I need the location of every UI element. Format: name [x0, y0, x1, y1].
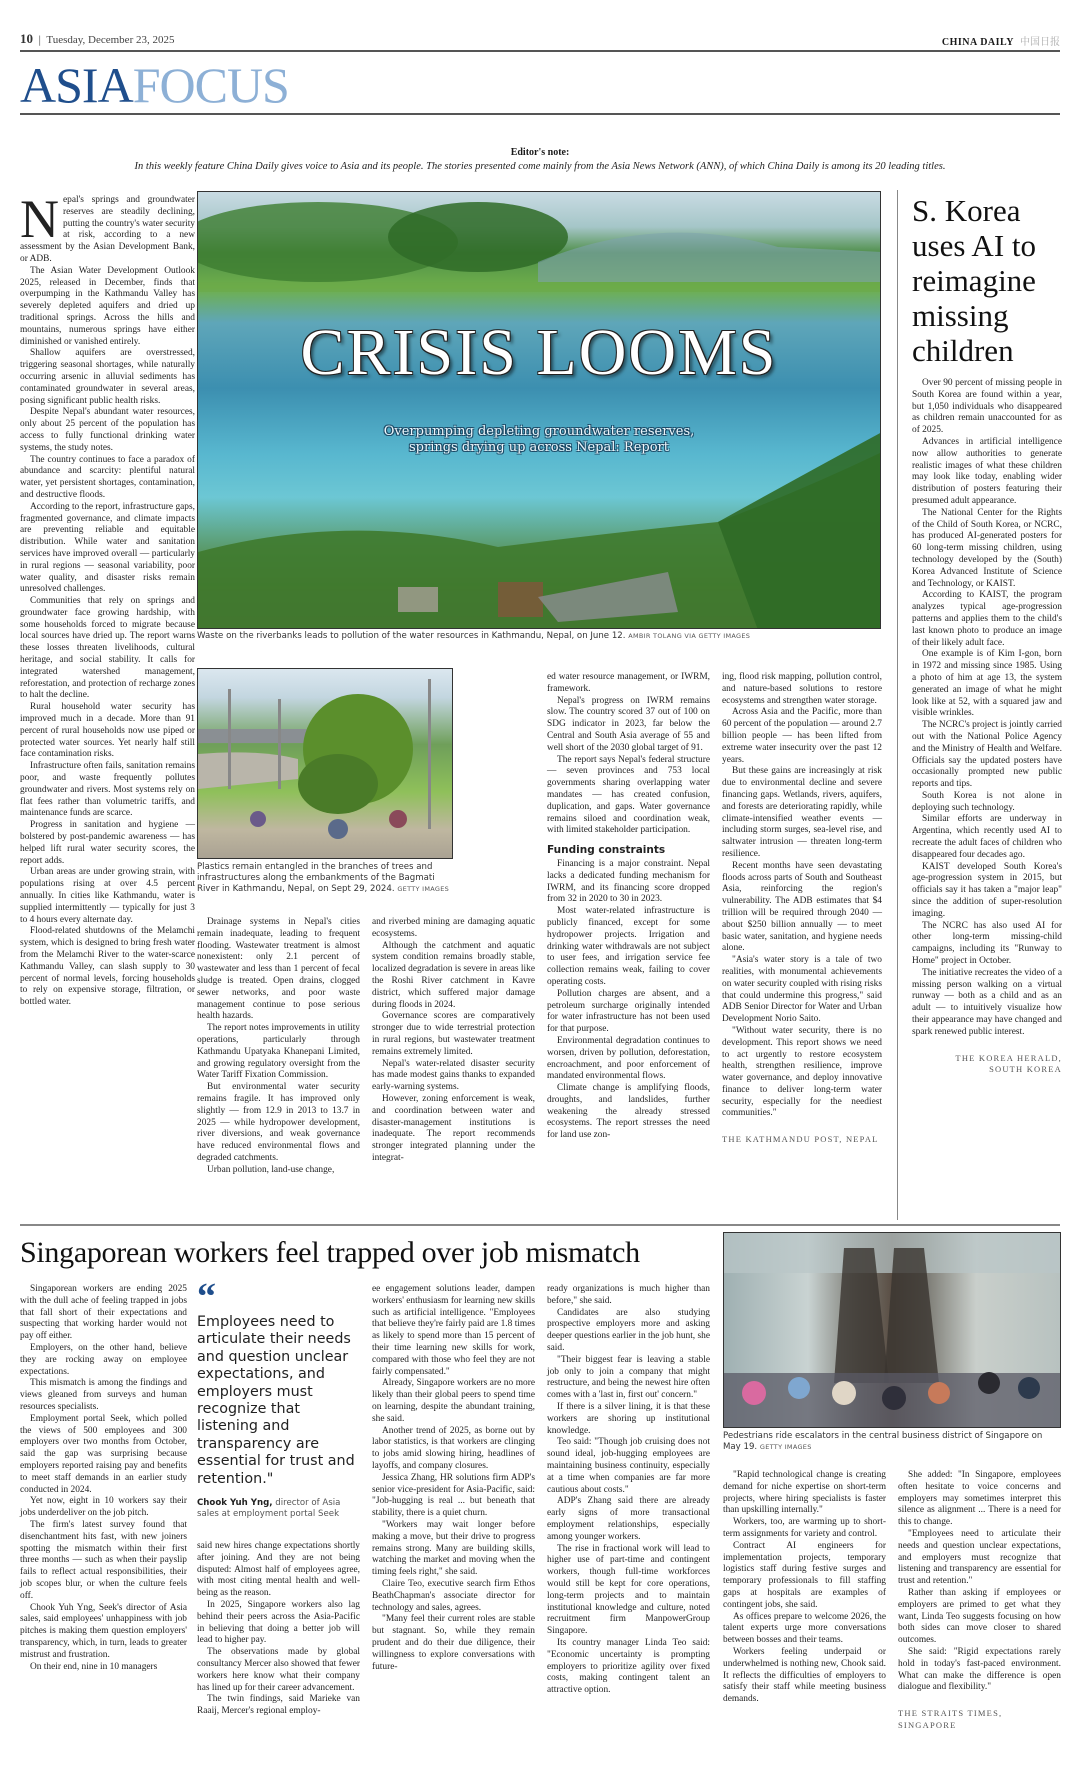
paragraph: Urban pollution, land-use change, — [207, 1164, 335, 1175]
paragraph: Shallow aquifers are overstressed, triggering seasonal shortages, while naturally occurring arsenic in alluvial sediments has contaminated groundwater in several areas, posing significant public health risks. — [20, 348, 195, 406]
paragraph: Most water-related infrastructure is publicly financed, except for some hydropower projects. Irrigation and drinking water withdrawals are not subject to user fees, and irrigation service fee collection remains weak, failing to cover operating costs. — [547, 906, 710, 987]
nepal-main-photo — [197, 191, 881, 629]
paragraph: Nepal's progress on IWRM remains slow. The country scored 37 out of 100 on SDG indicator in 2023, far below the Central and South Asia average of 55 and well short of the 2030 global target of 91. — [547, 695, 710, 753]
paragraph: Nepal's water-related disaster security has made modest gains thanks to expanded early-warning systems. — [372, 1058, 535, 1093]
singapore-column-2 — [197, 1541, 360, 1718]
photo-credit: AMBIR TOLANG VIA GETTY IMAGES — [628, 632, 751, 640]
paragraph: Its country manager Linda Teo said: "Economic uncertainty is prompting employers to prioritize agility over fixed costs, making contingent talent an attractive option. — [547, 1637, 710, 1696]
paragraph: But environmental water security remains fragile. It has improved only slightly — from 12.9 in 2013 to 13.7 in 2025 — while hydropower development, river diversions, and weak governance have reduced environmental flows and degraded catchments. — [197, 1082, 360, 1163]
funding-subhead: Funding constraints — [547, 844, 666, 857]
paragraph: Rather than asking if employees or employers are primed to get what they want, Linda Teo suggests focusing on how both sides can move closer to shared outcomes. — [898, 1587, 1061, 1646]
paragraph: Chook Yuh Yng, Seek's director of Asia sales, said employees' unhappiness with job pitches is making them question employers' transparency, which, in turn, leads to greater mistrust and frustration. — [20, 1602, 187, 1660]
singapore-column-1 — [20, 1284, 187, 1673]
paragraph: Flood-related shutdowns of the Melamchi system, which is designed to bring fresh water from the Melamchi River to the water-scarce Kathmandu Valley, can slash supply to 30 percent of normal levels, forcing households to rely on expensive storage, filtration, or bottled water. — [20, 926, 195, 1008]
paragraph: Workers, too, are warming up to short-term assignments for variety and control. — [723, 1517, 886, 1539]
escalator-crowd-illustration — [724, 1233, 1061, 1428]
paragraph: and riverbed mining are damaging aquatic ecosystems. — [372, 917, 535, 939]
masthead-rule — [20, 113, 1060, 115]
paragraph: She said: "Rigid expectations rarely hold in today's fast-paced environment. What can make the difference is open dialogue and flexibility." — [898, 1646, 1061, 1693]
paragraph: ed water resource management, or IWRM, framework. — [547, 672, 710, 694]
editors-note — [20, 147, 1060, 172]
nepal-column-5 — [722, 672, 882, 1146]
river-scene-illustration — [198, 192, 881, 629]
paragraph: Another trend of 2025, as borne out by labor statistics, is that workers are clinging to jobs amid slowing hiring, headlines of layoffs, and company closures. — [372, 1425, 535, 1471]
column-divider — [897, 190, 898, 1220]
page-info — [20, 31, 174, 47]
nepal-column-2 — [197, 917, 360, 1177]
singapore-headline: Singaporean workers feel trapped over job mismatch — [20, 1236, 640, 1269]
paragraph: On their end, nine in 10 managers — [30, 1661, 158, 1672]
paragraph: According to the report, infrastructure gaps, fragmented governance, and climate impacts are preventing reliable and equitable distribution. While water and sanitation services have improved overall — particularly in rural regions — seasonal variability, poor water quality, and disaster risks remain unresolved challenges. — [20, 501, 195, 595]
riverbank-illustration — [198, 669, 453, 859]
nepal-source: THE KATHMANDU POST, NEPAL — [722, 1134, 879, 1145]
paragraph: As offices prepare to welcome 2026, the talent experts urge more conversations between bosses and their teams. — [723, 1611, 886, 1646]
header-rule — [20, 50, 1060, 52]
drop-cap: N — [20, 189, 59, 249]
paragraph: Employers, on the other hand, believe they are rocking away on employee expectations. — [20, 1342, 187, 1377]
paragraph: said new hires change expectations shortly after joining. And they are not being disputed: Almost half of employees agree, with most citing mental health and well-being as the reason. — [197, 1541, 360, 1599]
paragraph: "Rapid technological change is creating demand for niche expertise on short-term projects, where hiring specialists is faster than upskilling internally." — [723, 1470, 886, 1516]
nepal-bagmati-photo — [197, 668, 453, 859]
paragraph: Communities that rely on springs and groundwater face growing hardship, with some households forced to migrate because local sources have dried up. The report warns these losses threaten livelihoods, cultural heritage, and social stability. It calls for integrated watershed management, reforestation, and protection of recharge zones to halt the decline. — [20, 596, 195, 701]
paragraph: Drainage systems in Nepal's cities remain inadequate, leading to frequent flooding. Wastewater treatment is almost nonexistent: only 2.1 percent of wastewater and less than 1 percent of fecal sludge is treated. Open drains, clogged sewer networks, and poor waste management continue to pose serious health hazards. — [197, 917, 360, 1022]
paragraph: "Their biggest fear is leaving a stable job only to join a company that might restructure, and being the newest hire often comes with a 'last in, first out' concern." — [547, 1354, 710, 1401]
photo-credit: GETTY IMAGES — [397, 885, 450, 893]
paragraph: Already, Singapore workers are no more likely than their global peers to spend time on learning, despite the abundant training, she said. — [372, 1378, 535, 1424]
skorea-headline: S. Korea uses AI to reimagine missing children — [912, 193, 1036, 368]
paragraph: The firm's latest survey found that disenchantment hits fast, with new joiners spotting the mismatch within their first three months — such as when their payslip fails to reflect actual responsibilities, their job scopes blur, or when the culture feels off. — [20, 1519, 187, 1601]
paragraph: KAIST developed South Korea's age-progression system in 2015, but officials say it has taken a "major leap" since the addition of super-resolution imaging. — [912, 861, 1062, 919]
paragraph: Financing is a major constraint. Nepal lacks a dedicated funding mechanism for IWRM, and its financing score dropped from 32 in 2020 to 30 in 2023. — [547, 858, 710, 905]
paragraph: The NCRC's project is jointly carried out with the National Police Agency and the Ministry of Health and Welfare. Officials say the updated posters have occasionally prompted new public reports and tips. — [912, 720, 1062, 790]
paragraph: "Many feel their current roles are stable but stagnant. So, while they remain prudent and do their due diligence, their willingness to explore conversations with future- — [372, 1614, 535, 1672]
pull-quote — [197, 1276, 357, 1519]
paragraph: Candidates are also studying prospective employers more and asking deeper questions earlier in the job hunt, she said. — [547, 1307, 710, 1353]
paragraph: The National Center for the Rights of the Child of South Korea, or NCRC, has produced AI-generated posters for 60 long-term missing children, using technology developed by the (South) Korea Advanced Institute of Science and Technology, or KAIST. — [912, 507, 1062, 589]
paragraph: The observations made by global consultancy Mercer also showed that fewer workers here know what their company has lined up for their career advancement. — [197, 1647, 360, 1693]
paragraph: ee engagement solutions leader, dampen workers' enthusiasm for learning new skills such as artificial intelligence. "Employees that believe they're fairly paid are 1.8 times as likely to spend more than 15 percent of their time learning new skills for work, compared with those who feel they are not fairly compensated." — [372, 1284, 535, 1377]
paragraph: ready organizations is much higher than before," she said. — [547, 1284, 710, 1306]
paragraph: Rural household water security has improved much in a decade. More than 91 percent of rural households now use piped or protected water sources. Yet nearly half still face contamination risks. — [20, 702, 195, 760]
singapore-column-3 — [372, 1284, 535, 1673]
section-masthead — [20, 57, 289, 113]
paragraph: Despite Nepal's abundant water resources, only about 25 percent of the population has access to fully functional drinking water systems, the study notes. — [20, 407, 195, 453]
masthead-asia: ASIA — [20, 57, 133, 113]
masthead-focus: FOCUS — [132, 57, 289, 113]
paragraph: Across Asia and the Pacific, more than 60 percent of the population — around 2.7 billion people — has been lifted from extreme water insecurity over the past 12 years. — [722, 707, 882, 765]
paragraph: Progress in sanitation and hygiene — bolstered by post-pandemic awareness — has helped lift rural water security scores, the report adds. — [20, 820, 195, 866]
paragraph: The rise in fractional work will lead to higher use of part-time and contingent workers, though full-time workforces would still be kept for core operations, long-term projects and to maintain institutional knowledge and culture, noted recruitment firm ManpowerGroup Singapore. — [547, 1543, 710, 1637]
singapore-photo-caption: Pedestrians ride escalators in the central business district of Singapore on May 19. GETTY IMAGES — [723, 1431, 1043, 1452]
nepal-lead-paragraph: Nepal's springs and groundwater reserves are steadily declining, putting the country's water security at risk, according to a new assessment by the Asian Development Bank, or ADB. — [20, 189, 195, 264]
brand-name-chinese: 中国日报 — [1020, 36, 1060, 48]
pull-quote-text: Employees need to articulate their needs and question unclear expectations, and employers must recognize that listening and transparency are essential for trust and retention." — [197, 1314, 355, 1487]
brand-name: CHINA DAILY — [941, 36, 1014, 48]
paragraph: Environmental degradation continues to worsen, driven by pollution, deforestation, encroachment, and poor enforcement of mandated environmental flows. — [547, 1035, 710, 1082]
paragraph: Workers feeling underpaid or underwhelmed is nothing new, Chook said. It reflects the difficulties of employers to satisfy their staff while meeting business demands. — [723, 1646, 886, 1705]
paragraph: Although the catchment and aquatic system condition remains broadly stable, localized degradation is severe in areas like the Roshi River catchment in Kavre district, which suffered major damage during floods in 2024. — [372, 940, 535, 1010]
paragraph: Governance scores are comparatively stronger due to wide terrestrial protection in rural regions, but wastewater treatment remains extremely limited. — [372, 1011, 535, 1057]
paragraph: In 2025, Singapore workers also lag behind their peers across the Asia-Pacific in believing that doing a better job will lead to higher pay. — [197, 1599, 360, 1646]
issue-date: Tuesday, December 23, 2025 — [46, 34, 175, 46]
nepal-photo1-caption: Waste on the riverbanks leads to pollution of the water resources in Kathmandu, Nepal, on June 12. AMBIR TOLANG VIA GETTY IMAGES — [197, 631, 751, 641]
singapore-column-6 — [898, 1470, 1061, 1732]
page-number: 10 — [20, 31, 33, 46]
paragraph: Claire Teo, executive search firm Ethos BeathChapman's associate director for technology and sales, agrees. — [372, 1578, 535, 1613]
paragraph: Employment portal Seek, which polled the views of 500 employees and 300 employers over two months from October, said the gap was surprising because employers reported raising pay and benefits to meet staff demands in an earlier study conducted in 2024. — [20, 1413, 187, 1495]
nepal-column-4 — [547, 672, 710, 1142]
paragraph: The NCRC has also used AI for other long-term missing-child campaigns, including its "Runway to Home" project in October. — [912, 920, 1062, 967]
singapore-column-5 — [723, 1470, 886, 1706]
skorea-source: THE KOREA HERALD, SOUTH KOREA — [955, 1052, 1062, 1075]
paragraph: The twin findings, said Marieke van Raaij, Mercer's regional employ- — [197, 1694, 360, 1717]
paragraph: However, zoning enforcement is weak, and coordination between water and disaster-management institutions is inadequate. The report recommends stronger integrated planning under the integrat- — [372, 1093, 535, 1163]
nepal-column-1 — [20, 189, 195, 1009]
editors-note-text: In this weekly feature China Daily gives voice to Asia and its people. The stories presented come mainly from the Asia News Network (ANN), of which China Daily is among its 20 leading titles. — [134, 161, 946, 172]
paragraph: Jessica Zhang, HR solutions firm ADP's senior vice-president for Asia-Pacific, said: "Job-hugging is real ... but beneath that stability, there is a quiet churn. — [372, 1472, 535, 1519]
paragraph: Infrastructure often fails, sanitation remains poor, and waste frequently pollutes groundwater and rivers. Most systems rely on flat fees rather than volumetric tariffs, and maintenance funds are scarce. — [20, 761, 195, 819]
paragraph: Teo said: "Though job cruising does not sound ideal, job-hugging employees are maintaining business continuity, especially at a time when companies are far more cautious about costs." — [547, 1437, 710, 1495]
nepal-photo2-caption: Plastics remain entangled in the branches of trees and infrastructures along the embankments of the Bagmati River in Kathmandu, Nepal, on Sept 29, 2024. GETTY IMAGES — [197, 862, 450, 894]
paragraph: "Employees need to articulate their needs and question unclear expectations, and employers must recognize that listening and transparency are essential for trust and retention." — [898, 1528, 1061, 1587]
paragraph: Similar efforts are underway in Argentina, which recently used AI to recreate the adult faces of children who disappeared four decades ago. — [912, 814, 1062, 860]
paragraph: Pollution charges are absent, and a petroleum surcharge originally intended for water infrastructure has not been used for that purpose. — [547, 988, 710, 1035]
nepal-subheadline: Overpumping depleting groundwater reserves, springs drying up across Nepal: Report — [383, 424, 695, 455]
nepal-column-3 — [372, 917, 535, 1165]
paragraph: If there is a silver lining, it is that these workers are shoring up institutional knowledge. — [547, 1401, 710, 1436]
paragraph: South Korea is not alone in deploying such technology. — [912, 790, 1062, 813]
paragraph: She added: "In Singapore, employees often hesitate to voice concerns and employers may sometimes interpret this silence as alignment ... There is a need for this to change. — [898, 1470, 1061, 1528]
paragraph: Over 90 percent of missing people in South Korea are found within a year, but 1,050 individuals who disappeared as children remain unaccounted for as of 2025. — [912, 378, 1062, 436]
brand-logo — [942, 30, 1060, 49]
nepal-headline: CRISIS LOOMS — [300, 316, 778, 389]
quote-mark-icon: “ — [197, 1276, 216, 1318]
paragraph: ADP's Zhang said there are already early signs of more transactional employment relationships, especially among younger workers. — [547, 1496, 710, 1542]
paragraph: According to KAIST, the program analyzes typical age-progression patterns and applies them to the child's last known photo to produce an image of their likely adult face. — [912, 590, 1062, 648]
singapore-source: THE STRAITS TIMES, SINGAPORE — [898, 1708, 1003, 1730]
paragraph: The Asian Water Development Outlook 2025, released in December, finds that overpumping in the Kathmandu Valley has severely depleted aquifers and dried up traditional springs. Across the hills and mountains, numerous springs have either diminished or vanished entirely. — [20, 265, 195, 347]
singapore-escalator-photo — [723, 1232, 1061, 1428]
paragraph: Urban areas are under growing strain, with populations rising at over 4.5 percent annually. In cities like Kathmandu, water is supplied intermittently — typically for just 3 to 4 hours every alternate day. — [20, 867, 195, 925]
paragraph: The country continues to face a paradox of abundance and scarcity: plentiful natural water, yet persistent shortages, contamination, and destructive floods. — [20, 454, 195, 500]
page-header — [20, 28, 1060, 50]
separator: | — [38, 35, 42, 46]
photo-credit: GETTY IMAGES — [759, 1443, 812, 1451]
paragraph: Singaporean workers are ending 2025 with the dull ache of feeling trapped in jobs that fall short of their expectations and suspecting that working harder would not pay off either. — [20, 1284, 187, 1342]
singapore-column-4 — [547, 1284, 710, 1697]
paragraph: The report notes improvements in utility operations, particularly through Kathmandu Upatyaka Khanepani Limited, and growing regulatory oversight from the Water Tariff Fixation Commission. — [197, 1023, 360, 1081]
paragraph: This mismatch is among the findings and views gleaned from surveys and human resources specialists. — [20, 1378, 187, 1412]
paragraph: "Without water security, there is no development. This report shows we need to act urgently to restore ecosystem health, strengthen resilience, improve water governance, and deploy innovative finance to deliver long-term water security, especially for the neediest communities." — [722, 1025, 882, 1119]
pull-quote-attribution: Chook Yuh Yng, director of Asia sales at employment portal Seek — [197, 1498, 341, 1519]
paragraph: Contract AI engineers for implementation projects, temporary logistics staff during festive surges and temporary professionals to fill staffing gaps at hospitals are examples of contingent jobs, she said. — [723, 1540, 886, 1610]
paragraph: "Workers may wait longer before making a move, but their drive to progress remains strong. Many are building skills, watching the market and moving when the timing feels right," she said. — [372, 1519, 535, 1578]
paragraph: ing, flood risk mapping, pollution control, and nature-based solutions to restore ecosystems and strengthen water storage. — [722, 672, 882, 706]
paragraph: But these gains are increasingly at risk due to environmental decline and severe financing gaps. Wetlands, rivers, aquifers, and forests are deteriorating rapidly, while climate-intensified weather events — including storm surges, sea-level rise, and saltwater intrusion — threaten long-term resilience. — [722, 766, 882, 859]
paragraph: Advances in artificial intelligence now allow authorities to generate realistic images of what these children may look like today, enabling wider distribution of posters featuring their presumed adult appearance. — [912, 436, 1062, 506]
section-divider — [20, 1224, 1060, 1226]
paragraph: One example is of Kim I-gon, born in 1972 and missing since 1985. Using a photo of him at age 13, the system generated an image of what he might look like at 52, with a squared jaw and visible wrinkles. — [912, 649, 1062, 719]
paragraph: The report says Nepal's federal structure — seven provinces and 753 local governments sharing overlapping water mandates — has created confusion, duplication, and gaps. Water governance remains siloed and coordination weak, with limited stakeholder participation. — [547, 754, 710, 836]
paragraph: Recent months have seen devastating floods across parts of South and Southeast Asia, reinforcing the region's vulnerability. The ADB estimates that $4 trillion will be required through 2040 — about $250 billion annually — to meet basic water, sanitation, and hygiene needs alone. — [722, 860, 882, 954]
paragraph: "Asia's water story is a tale of two realities, with monumental achievements on water security coupled with rising risks that could undermine this progress," said ADB Senior Director for Water and Urban Development Norio Saito. — [722, 955, 882, 1025]
skorea-body — [912, 378, 1062, 1076]
editors-note-heading: Editor's note: — [510, 147, 570, 158]
paragraph: Yet now, eight in 10 workers say their jobs underdeliver on the job pitch. — [20, 1496, 187, 1519]
paragraph: The initiative recreates the video of a missing person walking on a virtual runway — both as a child and as an adult — to intuitively visualize how their appearance may have changed and spark renewed public interest. — [912, 967, 1062, 1037]
paragraph: Climate change is amplifying floods, droughts, and landslides, further weakening the already stressed ecosystems. The report stresses the need for land use zon- — [547, 1083, 710, 1141]
